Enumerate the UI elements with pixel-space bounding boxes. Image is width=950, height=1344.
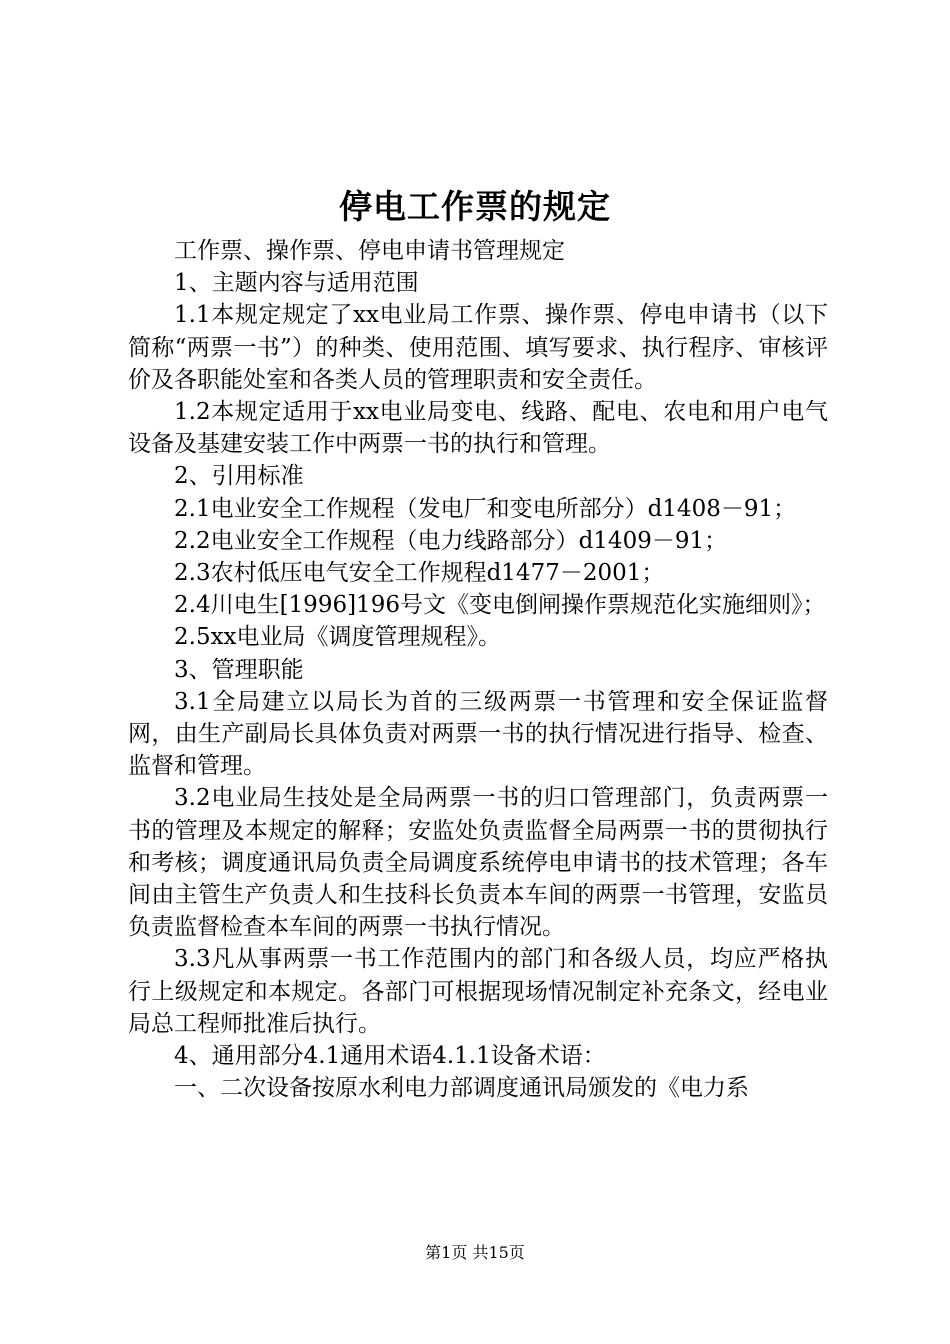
- paragraph-3-2: 3.2电业局生技处是全局两票一书的归口管理部门，负责两票一书的管理及本规定的解释；安监处负责监督全局两票一书的贯彻执行和考核；调度通讯局负责全局调度系统停电申请书的技术管理；各车间由主管生产负责人和生技科长负责本车间的两票一书管理，安监员负责监督检查本车间的两票一书执行情况。: [128, 785, 828, 941]
- document-title: 停电工作票的规定: [339, 187, 611, 226]
- paragraph-3-1: 3.1全局建立以局长为首的三级两票一书管理和安全保证监督网，由生产副局长具体负责对两票一书的执行情况进行指导、检查、监督和管理。: [128, 688, 828, 780]
- paragraph-2-2: 2.2电业安全工作规程（电力线路部分）d1409－91；: [174, 527, 728, 554]
- paragraph-2-3: 2.3农村低压电气安全工作规程d1477－2001；: [174, 560, 665, 587]
- paragraph-subtitle: 工作票、操作票、停电申请书管理规定: [174, 238, 565, 264]
- paragraph-section-4: 4、通用部分4.1通用术语4.1.1设备术语：: [174, 1043, 606, 1070]
- paragraph-2-5: 2.5xx电业局《调度管理规程》。: [174, 624, 502, 651]
- paragraph-1-2: 1.2本规定适用于xx电业局变电、线路、配电、农电和用户电气设备及基建安装工作中两票一书的执行和管理。: [128, 399, 828, 458]
- paragraph-section-3: 3、管理职能: [174, 656, 304, 683]
- paragraph-1-1: 1.1本规定规定了xx电业局工作票、操作票、停电申请书（以下简称“两票一书”）的种类、使用范围、填写要求、执行程序、审核评价及各职能处室和各类人员的管理职责和安全责任。: [128, 302, 828, 393]
- paragraph-section-1: 1、主题内容与适用范围: [174, 270, 419, 297]
- paragraph-2-4: 2.4川电生[1996]196号文《变电倒闸操作票规范化实施细则》；: [174, 592, 826, 619]
- document-body: [128, 235, 828, 1104]
- page-footer: 第1页 共15页: [425, 1243, 525, 1262]
- paragraph-4-device-terms: 一、二次设备按原水利电力部调度通讯局颁发的《电力系: [174, 1075, 749, 1102]
- paragraph-2-1: 2.1电业安全工作规程（发电厂和变电所部分）d1408－91；: [174, 495, 797, 522]
- paragraph-3-3: 3.3凡从事两票一书工作范围内的部门和各级人员，均应严格执行上级规定和本规定。各部门可根据现场情况制定补充条文，经电业局总工程师批准后执行。: [128, 946, 828, 1037]
- paragraph-section-2: 2、引用标准: [174, 463, 304, 490]
